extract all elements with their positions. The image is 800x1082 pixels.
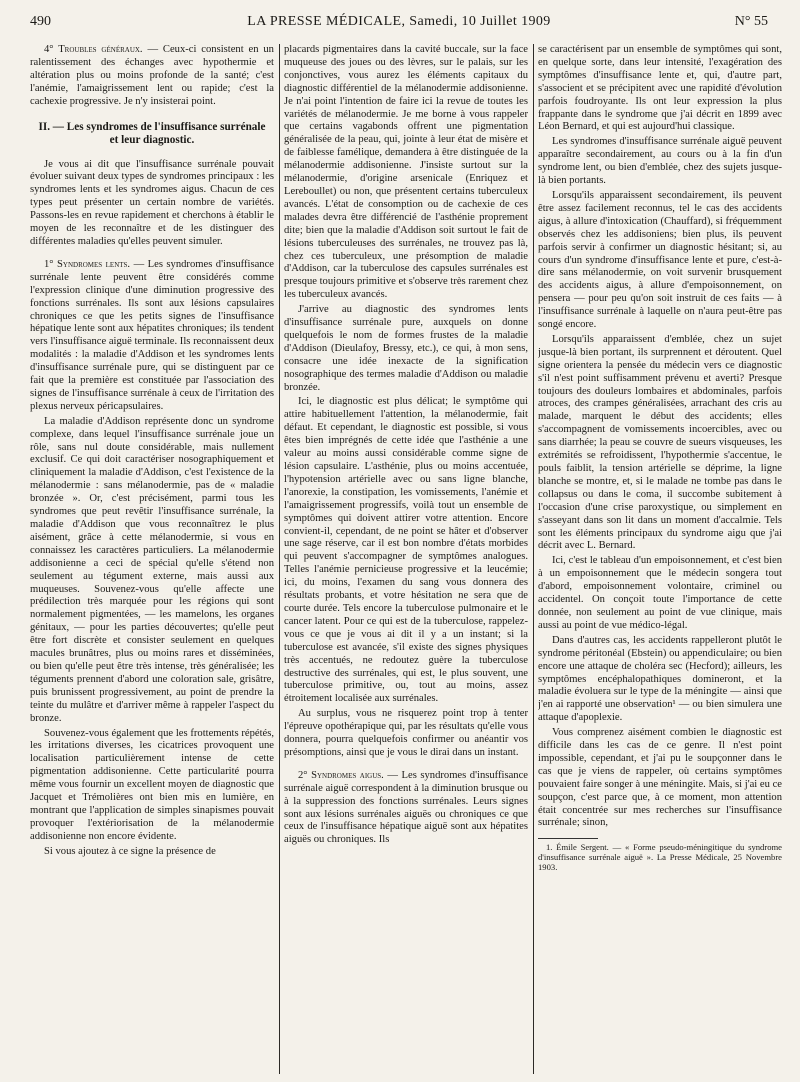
paragraph-text: — Ceux-ci consistent en un ralentissement des échanges avec hypothermie et altération plus ou moins profonde de la santé; c'est l'anémie, l'amaigrissement lent ou rapide; c'est la cachexie progressive. Je n'y insisterai point. xyxy=(30,44,274,107)
paragraph-lead: 4° Troubles généraux. xyxy=(44,44,143,55)
paragraph: Souvenez-vous également que les frottements répétés, les irritations diverses, les cicatrices provoquent une localisation particulièrement intense de cette pigmentation addisonienne. Cette particularité pourra même vous fournir un excellent moyen de diagnostic que Jacquet et Trémolières ont bien mis en lumière, en montrant que l'application de simples sinapismes pouvait provoquer l'extériorisation de la mélanodermie addisonienne non encore évidente. xyxy=(30,727,274,842)
paragraph-text: — Les syndromes d'insuffisance surrénale aiguë correspondent à la diminution brusque ou à la suppression des fonctions surrénales. Leurs signes sont aux lésions surrénales aiguës ou chroniques ce que ceux de l'insuffisance hépatique aiguë sont aux hépatites aiguës ou chroniques. Ils xyxy=(284,769,528,846)
column-divider xyxy=(533,44,534,1074)
paragraph: Ici, c'est le tableau d'un empoisonnement, et c'est bien à un empoisonnement que le médecin songera tout d'abord, empoisonnement volontaire, criminel ou accidentel. On conçoit toute l'importance de cette donnée, non seulement au point de vue clinique, mais aussi au point de vue médico-légal. xyxy=(538,555,782,631)
paragraph: Vous comprenez aisément combien le diagnostic est difficile dans les cas de ce genre. Il n'est point impossible, cependant, et j'ai pu le soupçonner dans le cas que je viens de rappeler, où certains symptômes pouvaient faire songer à une méningite. Mais, si j'ai eu ce soupçon, c'est parce que, à ce moment, mon attention était concentrée sur mes recherches sur l'insuffisance surrénale; sinon, xyxy=(538,727,782,829)
paragraph: Si vous ajoutez à ce signe la présence de xyxy=(44,845,216,857)
footnote-rule xyxy=(538,838,598,839)
paragraph xyxy=(284,770,528,847)
column-2 xyxy=(284,44,528,1074)
journal-title: LA PRESSE MÉDICALE, Samedi, 10 Juillet 1909 xyxy=(247,14,551,29)
paragraph: Dans d'autres cas, les accidents rappelleront plutôt le syndrome péritonéal (Ebstein) ou appendiculaire; ou bien encore une attaque de choléra sec (Hecford); ailleurs, les symptômes encéphalopathiques domineront, et la maladie évoluera sur le type de la méningite — ainsi que j'en ai rapporté une observation¹ — ou bien simulera une attaque d'apoplexie. xyxy=(538,634,782,724)
paragraph: Les syndromes d'insuffisance surrénale aiguë peuvent apparaître secondairement, au cours ou à la fin d'un syndrome lent, ou bien d'emblée, chez des sujets jusque-là bien portants. xyxy=(538,136,782,187)
paragraph: se caractérisent par un ensemble de symptômes qui sont, en quelque sorte, dans leur intensité, l'exagération des symptômes d'insuffisance lente et, qui, d'autre part, s'associent et se précipitent avec une rapidité d'évolution parfois foudroyante. Ils ont leur expression la plus frappante dans le syndrome que j'ai décrit en 1899 avec Léon Bernard, et qui est aujourd'hui classique. xyxy=(538,44,782,133)
paragraph xyxy=(30,44,274,109)
paragraph: La maladie d'Addison représente donc un syndrome complexe, dans lequel l'insuffisance surrénale joue un rôle, sans nul doute considérable, mais nullement exclusif. Ce qui doit caractériser nosographiquement et cliniquement la maladie d'Addison, c'est l'existence de la mélanodermie : sans mélanodermie, pas de « maladie bronzée ». Or, c'est précisément, parmi tous les syndromes que peut revêtir l'insuffisance surrénale, la maladie d'Addison que vous reconnaîtrez le plus aisément, grâce à cette mélanodermie, si vous en connaissez les caractères particuliers. La mélanodermie addisonienne a ceci de spécial qu'elle s'étend non seulement au tégument externe, mais aussi aux muqueuses. Souvenez-vous qu'elle affecte une prédilection très marquée pour les régions qui sont normalement pigmentées, — les mamelons, les organes génitaux, — pour les parties découvertes; qu'elle peut être fort discrète et consister seulement en quelques macules brunâtres, plus ou moins rares et disséminées, ou bien qu'elle peut être très intense, très généralisée; les téguments prennent d'abord une coloration sale, grisâtre, puis brunissent progressivement, au point de prendre la teinte du mulâtre et d'arriver même à rappeler l'aspect du bronze. xyxy=(30,415,274,724)
paragraph-lead: 2° Syndromes aigus. xyxy=(298,769,384,781)
column-3 xyxy=(538,44,782,1074)
page-header xyxy=(30,12,768,34)
paragraph: Au surplus, vous ne risquerez point trop à tenter l'épreuve opothérapique qui, par les résultats qu'elle vous donnera, pourra quelquefois confirmer ou anéantir vos présomptions, ainsi que je vous le dirai dans un instant. xyxy=(284,708,528,758)
issue-number: N° 55 xyxy=(734,14,768,29)
paragraph-lead: 1° Syndromes lents. xyxy=(44,258,131,270)
paragraph: J'arrive au diagnostic des syndromes lents d'insuffisance surrénale pure, auxquels on donne quelquefois le nom de formes frustes de la maladie d'Addison (Dieulafoy, Bressy, etc.), ce qui, à mon sens, consacre une idée inexacte de la signification nosographique des termes maladie d'Addison ou maladie bronzée. xyxy=(284,304,528,393)
paragraph: placards pigmentaires dans la cavité buccale, sur la face muqueuse des joues ou des lèvres, sur le palais, sur les conjonctives, vous aurez les éléments capitaux du diagnostic différentiel de la mélanodermie addisonienne. Je n'ai point l'intention de faire ici la revue de toutes les variétés de mélanodermie. Je me borne à vous rappeler que certains vagabonds offrent une pigmentation généralisée de la peau, qui, jointe à leur état de misère et de faiblesse famélique, demandera à être distinguée de la mélanodermie addisonienne. J'insiste surtout sur la mélanodermie, d'origine arsenicale (Enriquez et Lereboullet) ou non, que présentent certains tuberculeux avancés. L'état de consomption ou de cachexie de ces malades devra être différencié de l'asthénie proprement dite; bien que la maladie d'Addison soit surtout le fait de lésions tuberculeuses des surrénales, ne trouvez pas là, chez ces tuberculeux, une présomption de maladie d'Addison, car la tuberculose des capsules surrénales est presque toujours primitive et s'observe très rarement chez les tuberculeux avancés. xyxy=(284,44,528,301)
footnote: 1. Émile Sergent. — « Forme pseudo-méningitique du syndrome d'insuffisance surrénale aiguë ». La Presse Médicale, 25 Novembre 1903. xyxy=(538,842,782,873)
paragraph: Ici, le diagnostic est plus délicat; le symptôme qui attire habituellement l'attention, la mélanodermie, fait défaut. Et cependant, le diagnostic est possible, si vous êtes bien imprégnés de cette idée que l'asthénie a une valeur au moins aussi considérable comme signe de lésion capsulaire. L'asthénie, plus ou moins accentuée, l'hypotension artérielle avec ou sans ligne blanche, l'anorexie, la constipation, les vomissements, l'anémie et l'amaigrissement progressifs, voilà tout un ensemble de symptômes qui doivent attirer votre attention. Encore convient-il, cependant, de ne point se hâter et d'observer une sage réserve, car il est bon nombre d'états morbides qui peuvent s'accompagner de symptômes analogues. Telles l'anémie pernicieuse progressive et la leucémie; ici, du moins, l'examen du sang vous donnera des résultats probants, et votre hésitation ne sera que de courte durée. Tels encore la tuberculose pulmonaire et le cancer latent. Pour ce qui est de la tuberculose, rappelez-vous ce que je vous ai dit il y a un instant; si la tuberculose est avancée, s'il existe des signes physiques très accentués, ne redoutez guère la tuberculose destructive des surrénales, qui est, le plus souvent, une tuberculose primitive, ou, tout au moins, assez étroitement localisée aux surrénales. xyxy=(284,396,528,705)
section-heading: II. — Les syndromes de l'insuffisance surrénale et leur diagnostic. xyxy=(38,120,266,146)
page-number: 490 xyxy=(30,14,51,29)
paragraph: Lorsqu'ils apparaissent secondairement, ils peuvent être assez facilement reconnus, tel le cas des accidents aigus, à allure d'intoxication (Chauffard), si fréquemment observés chez les addisoniens; bien plus, ils peuvent parfois servir à confirmer un diagnostic hésitant; si, au cours d'un syndrome d'insuffisance lente et pure, c'est-à-dire sans mélanodermie, on voit survenir brusquement des accidents aigus, à allure d'empoisonnement, on pensera — pour peu qu'on soit instruit de ces faits — à l'insuffisance surrénale à laquelle on n'aura peut-être pas songé encore. xyxy=(538,189,782,331)
paragraph: Lorsqu'ils apparaissent d'emblée, chez un sujet jusque-là bien portant, ils surprennent et déroutent. Quel signe orientera la pensée du médecin vers ce diagnostic s'il n'est point suffisamment prévenu et averti? Presque toujours des douleurs lombaires et abdominales, parfois atroces, des crampes généralisées, arrachant des cris au malade, marquent le début des accidents; elles s'accompagnent de vomissements incoercibles, avec ou sans diarrhée; la peau se couvre de sueurs visqueuses, les extrémités se refroidissent, l'hypothermie s'accentue, le pouls faiblit, la tension artérielle se déprime, la ligne blanche se montre, et, si le malade ne tombe pas dans le collapsus ou dans le coma, il succombe subitement à l'occasion d'une crise paroxystique, ou simplement en s'asseyant dans son lit dans un moment d'accalmie. Tels sont les éléments principaux du syndrome aigu que j'ai décrit avec L. Bernard. xyxy=(538,333,782,552)
paragraph-text: — Les syndromes d'insuffisance surrénale lente peuvent être considérés comme l'expression clinique d'une diminution progressive des fonctions surrénales. Ils sont aux lésions capsulaires chroniques ce que les petits signes de l'insuffisance hépatique lente sont aux hépatites chroniques; ils tendent vers l'insuffisance aiguë terminale. Ils reconnaissent deux modalités : la maladie d'Addison et les syndromes lents d'insuffisance surrénale pure, qui se distinguent par ce fait que la première est constituée par l'association des signes de l'insuffisance surrénale à ceux de l'irritation des plexus nerveux péricapsulaires. xyxy=(30,258,274,412)
column-divider xyxy=(279,44,280,1074)
paragraph xyxy=(30,259,274,414)
column-1 xyxy=(30,44,274,1074)
paragraph: Je vous ai dit que l'insuffisance surrénale pouvait évoluer suivant deux types de syndromes principaux : les syndromes lents et les syndromes aigus. Chacun de ces types peut présenter un certain nombre de variétés. Passons-les en revue rapidement et cherchons à établir le moyen de les reconnaître et de les distinguer des différentes maladies qu'elles peuvent simuler. xyxy=(30,158,274,247)
